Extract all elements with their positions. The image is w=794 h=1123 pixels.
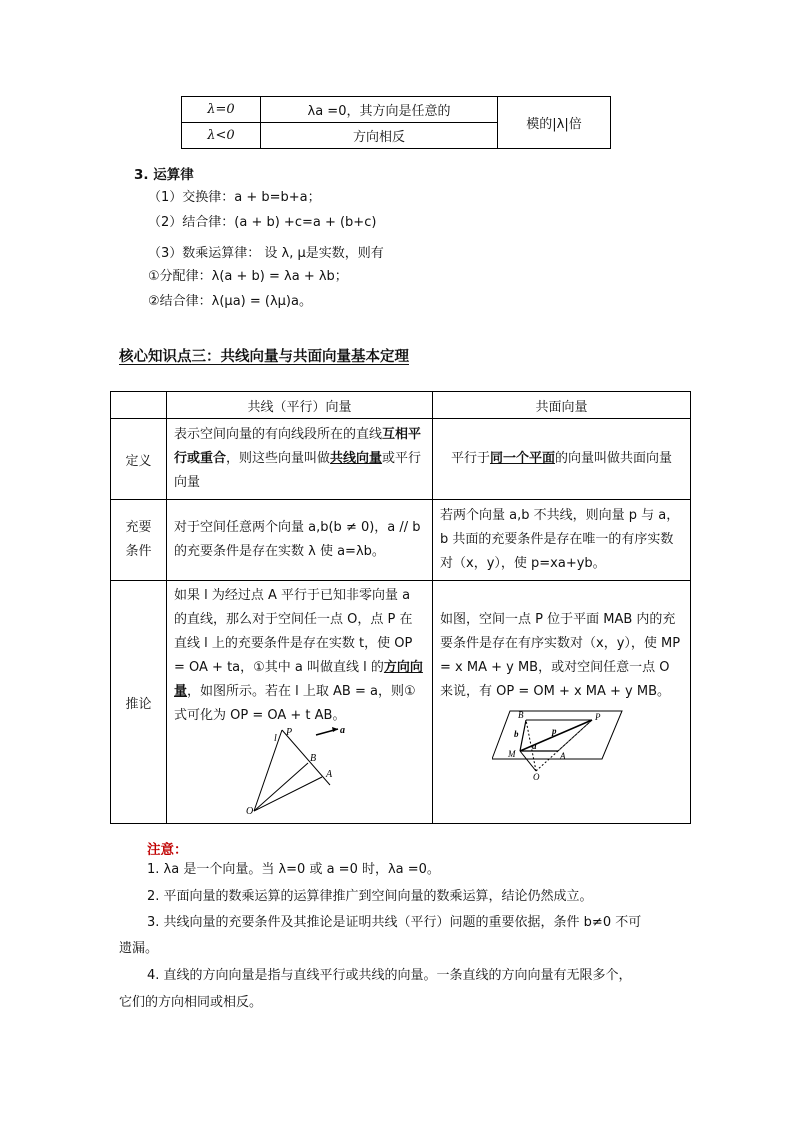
law-commutative: （1）交换律：a + b=b+a； xyxy=(148,190,321,205)
top-table xyxy=(181,96,611,149)
cond-cell: λ=0 xyxy=(182,97,261,123)
law-scalar: （3）数乘运算律： 设 λ, μ是实数，则有 xyxy=(148,246,384,261)
note-3-cont: 遗漏。 xyxy=(119,941,159,956)
fig2-label-b: B xyxy=(518,710,524,720)
desc-cell: 方向相反 xyxy=(261,123,498,149)
note-2: 2. 平面向量的数乘运算的运算律推广到空间向量的数乘运算，结论仍然成立。 xyxy=(147,889,593,904)
law-scalar-assoc: ②结合律：λ(μa) = (λμ)a。 xyxy=(148,294,312,309)
definition-col1: 表示空间向量的有向线段所在的直线互相平行或重合，则这些向量叫做共线向量或平行向量 xyxy=(167,419,433,500)
collinear-figure xyxy=(246,727,356,815)
coplanar-figure xyxy=(492,707,632,782)
fig-label-o: O xyxy=(246,806,254,815)
law-associative: （2）结合律：(a + b) +c=a + (b+c) xyxy=(148,215,377,230)
fig2-label-p-vector: p xyxy=(552,726,557,736)
note-4: 4. 直线的方向向量是指与直线平行或共线的向量。一条直线的方向向量有无限多个， xyxy=(147,968,632,983)
header-blank xyxy=(111,392,167,419)
col2-header: 共面向量 xyxy=(433,392,691,419)
section-title: 3. 运算律 xyxy=(134,167,194,183)
note-1: 1. λa 是一个向量。当 λ=0 或 a =0 时，λa =0。 xyxy=(147,862,440,877)
main-table xyxy=(110,391,691,824)
note-3: 3. 共线向量的充要条件及其推论是证明共线（平行）问题的重要依据，条件 b≠0 不可 xyxy=(147,915,642,930)
fig2-label-a: A xyxy=(560,751,566,761)
note-4-cont: 它们的方向相同或相反。 xyxy=(119,995,263,1010)
section-heading: 核心知识点三：共线向量与共面向量基本定理 xyxy=(119,349,409,365)
fig2-label-a-vector: a xyxy=(532,741,537,751)
law-distributive: ①分配律：λ(a + b) = λa + λb； xyxy=(148,269,348,284)
col1-header: 共线（平行）向量 xyxy=(167,392,433,419)
row-label-definition: 定义 xyxy=(111,419,167,500)
fig2-label-p: P xyxy=(595,712,601,722)
cond-cell: λ<0 xyxy=(182,123,261,149)
corollary-col1: 如果 l 为经过点 A 平行于已知非零向量 a 的直线，那么对于空间任一点 O，点 P 在直线 l 上的充要条件是存在实数 t，使 OP = OA + ta，①其中 a 叫做直线 l 的方向向量，如图所示。若在 l 上取 AB = a，则①式可化为 OP = OA + t AB。 l P B A O a xyxy=(167,581,433,824)
fig-label-p: P xyxy=(286,727,293,738)
fig2-label-o: O xyxy=(533,772,540,782)
condition-col2: 若两个向量 a,b 不共线，则向量 p 与 a，b 共面的充要条件是存在唯一的有序实数对（x，y），使 p=xa+yb。 xyxy=(433,500,691,581)
fig2-label-b-vector: b xyxy=(514,729,519,739)
row-label-condition: 充要条件 xyxy=(111,500,167,581)
desc-cell: λa =0，其方向是任意的 xyxy=(261,97,498,123)
notes-title: 注意： xyxy=(147,842,188,858)
condition-col1: 对于空间任意两个向量 a,b(b ≠ 0)，a // b 的充要条件是存在实数 λ 使 a=λb。 xyxy=(167,500,433,581)
row-label-corollary: 推论 xyxy=(111,581,167,824)
fig2-label-m: M xyxy=(508,749,516,759)
fig-label-a-vector: a xyxy=(340,727,345,736)
modulus-cell: 模的|λ|倍 xyxy=(498,97,611,149)
fig-label-l: l xyxy=(274,733,277,744)
corollary-col2: 如图，空间一点 P 位于平面 MAB 内的充要条件是存在有序实数对（x，y），使 MP = x MA + y MB，或对空间任意一点 O 来说，有 OP = OM + x MA + y MB。 B P b p M a A O xyxy=(433,581,691,824)
definition-col2: 平行于同一个平面的向量叫做共面向量 xyxy=(433,419,691,500)
fig-label-a-point: A xyxy=(326,769,333,780)
fig-label-b: B xyxy=(310,753,317,764)
